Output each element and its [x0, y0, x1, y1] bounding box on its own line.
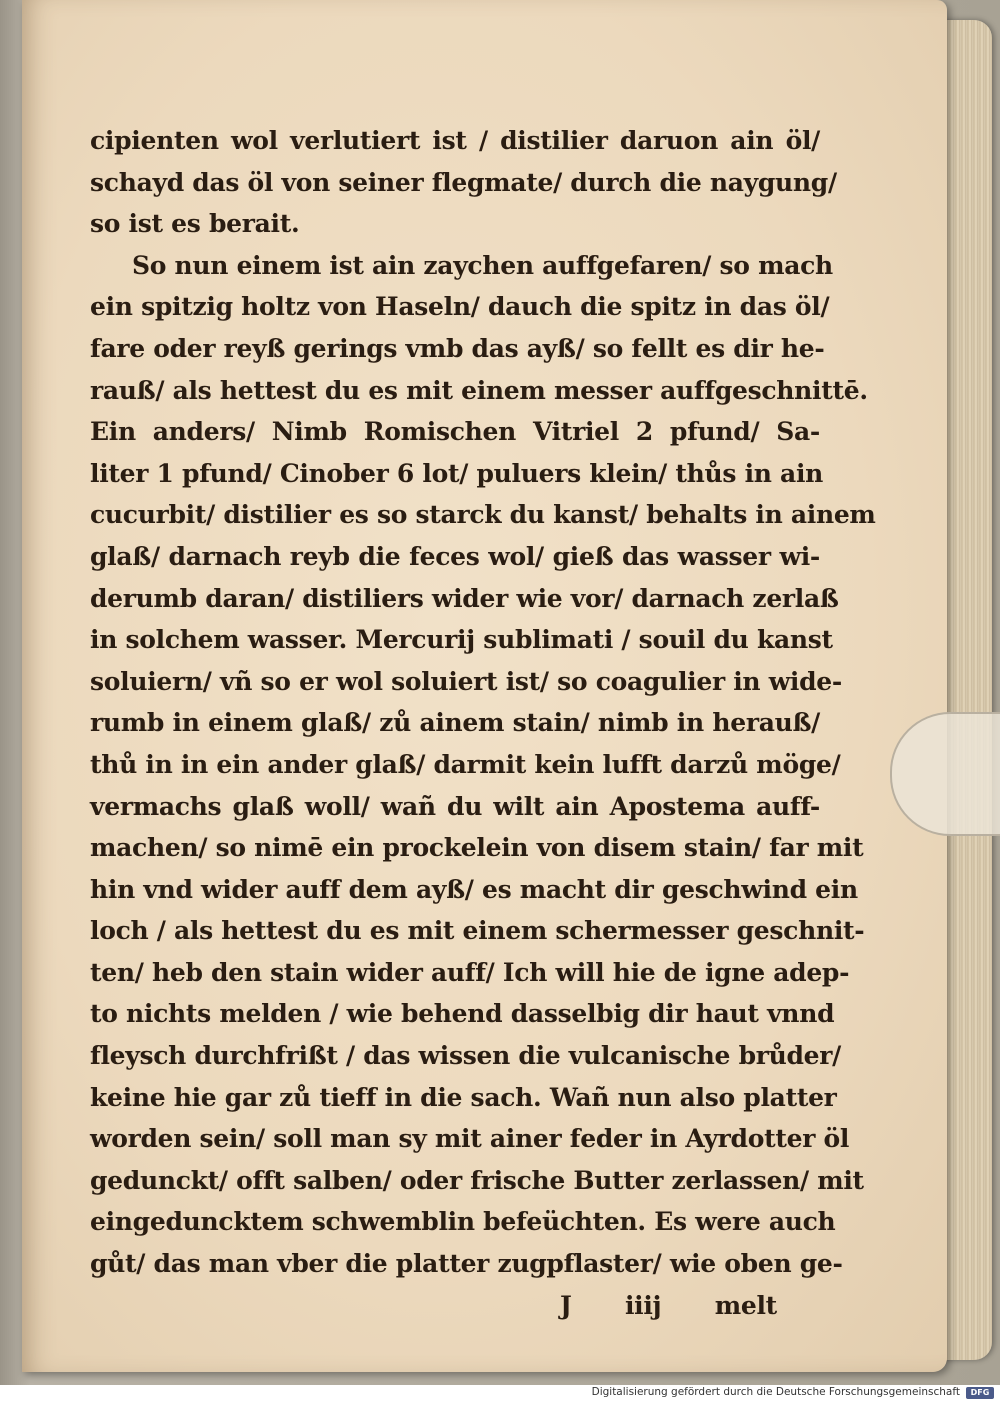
text-line: fleysch durchfrißt / das wissen die vulcanische brůder/	[90, 1041, 841, 1071]
text-line: cipienten wol verlutiert ist / distilier daruon ain öl/	[90, 126, 820, 155]
signature-numeral: iiij	[624, 1290, 662, 1320]
text-line: fare oder reyß gerings vmb das ayß/ so fellt es dir he-	[90, 333, 825, 363]
text-line: schayd das öl von seiner flegmate/ durch die naygung/	[90, 167, 837, 197]
text-line: eingeduncktem schwemblin befeüchten. Es were auch	[90, 1207, 836, 1237]
text-line: ten/ heb den stain wider auff/ Ich will hie de igne adep-	[90, 957, 850, 987]
text-line: cucurbit/ distilier es so starck du kanst/ behalts in ainem	[90, 500, 876, 530]
bookmark-tab	[890, 712, 1000, 836]
text-line: Ein anders/ Nimb Romischen Vitriel 2 pfund/ Sa-	[90, 417, 820, 447]
text-line: keine hie gar zů tieff in die sach. Wañ nun also platter	[90, 1082, 837, 1112]
text-line: loch / als hettest du es mit einem schermesser geschnit-	[90, 916, 865, 946]
text-line: soluiern/ vñ so er wol soluiert ist/ so coagulier in wide-	[90, 666, 842, 696]
text-line: in solchem wasser. Mercurij sublimati / souil du kanst	[90, 625, 833, 655]
text-line: rumb in einem glaß/ zů ainem stain/ nimb in herauß/	[90, 708, 820, 738]
text-line: liter 1 pfund/ Cinober 6 lot/ puluers klein/ thůs in ain	[90, 458, 824, 488]
text-line: hin vnd wider auff dem ayß/ es macht dir geschwind ein	[90, 874, 858, 904]
text-block	[90, 120, 876, 1326]
text-line: worden sein/ soll man sy mit ainer feder in Ayrdotter öl	[90, 1124, 850, 1154]
catchword: melt	[714, 1290, 777, 1320]
text-line: machen/ so nimē ein prockelein von disem stain/ far mit	[90, 833, 864, 863]
text-line: thů in in ein ander glaß/ darmit kein lufft darzů möge/	[90, 749, 841, 779]
text-line: to nichts melden / wie behend dasselbig dir haut vnnd	[90, 999, 835, 1029]
footer-bar	[0, 1385, 1000, 1402]
text-line: vermachs glaß woll/ wañ du wilt ain Apostema auff-	[90, 791, 820, 821]
text-line: glaß/ darnach reyb die feces wol/ gieß das wasser wi-	[90, 541, 820, 571]
signature-line	[90, 1285, 820, 1327]
text-line: So nun einem ist ain zaychen auffgefaren/ so mach	[132, 250, 833, 280]
signature-mark: J	[560, 1290, 572, 1320]
text-line: so ist es berait.	[90, 209, 300, 239]
text-line: ein spitzig holtz von Haseln/ dauch die spitz in das öl/	[90, 292, 830, 322]
text-line: gůt/ das man vber die platter zugpflaster/ wie oben ge-	[90, 1249, 843, 1279]
text-line: gedunckt/ offt salben/ oder frische Butter zerlassen/ mit	[90, 1165, 864, 1195]
text-line: derumb daran/ distiliers wider wie vor/ darnach zerlaß	[90, 583, 839, 613]
funding-credit: Digitalisierung gefördert durch die Deutsche Forschungsgemeinschaft	[591, 1386, 960, 1398]
text-line: rauß/ als hettest du es mit einem messer auffgeschnittē.	[90, 375, 868, 405]
dfg-logo-icon: DFG	[966, 1387, 994, 1399]
